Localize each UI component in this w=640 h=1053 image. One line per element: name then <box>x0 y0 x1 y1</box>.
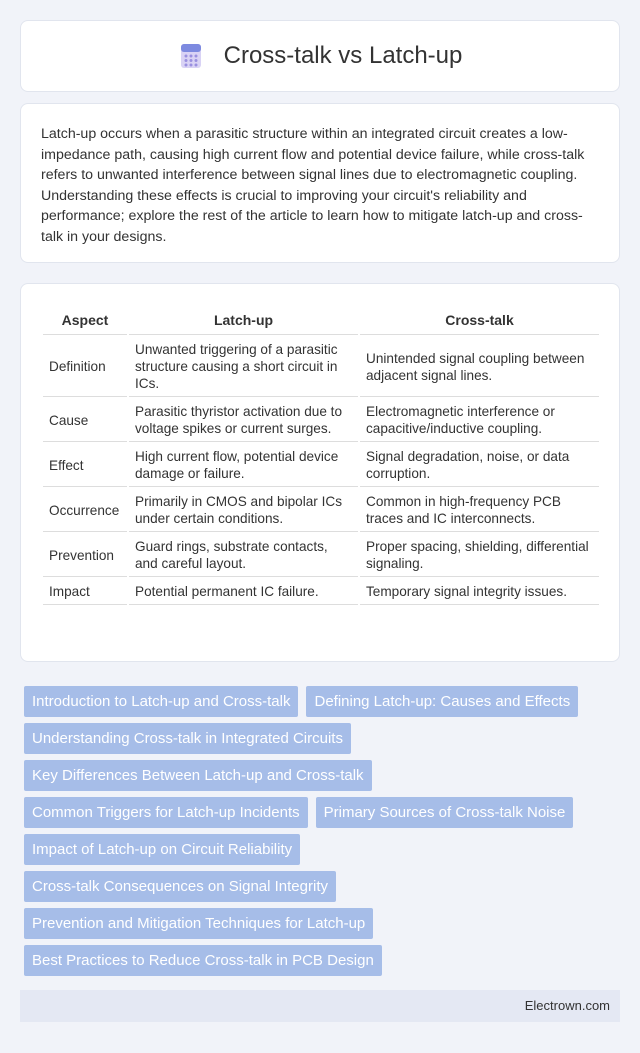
footer <box>20 990 620 1022</box>
comparison-table <box>41 304 601 607</box>
tag-link[interactable]: Impact of Latch-up on Circuit Reliability <box>24 834 300 865</box>
table-cell: Guard rings, substrate contacts, and careful layout. <box>129 534 358 577</box>
table-cell: Electromagnetic interference or capacitive/inductive coupling. <box>360 399 599 442</box>
column-header-cross-talk: Cross-talk <box>360 306 599 335</box>
table-cell: Impact <box>43 579 127 605</box>
table-row <box>43 579 599 605</box>
table-cell: Definition <box>43 337 127 397</box>
intro-text: Latch-up occurs when a parasitic structure within an integrated circuit creates a low-impedance path, causing high current flow and potential device failure, while cross-talk refers to unwanted interference between signal lines due to electromagnetic coupling. Understanding these effects is crucial to improving your circuit's reliability and performance; explore the rest of the article to learn how to mitigate latch-up and cross-talk in your designs. <box>41 126 585 245</box>
table-cell: High current flow, potential device damage or failure. <box>129 444 358 487</box>
tag-link[interactable]: Understanding Cross-talk in Integrated Circuits <box>24 723 351 754</box>
table-cell: Signal degradation, noise, or data corruption. <box>360 444 599 487</box>
table-cell: Common in high-frequency PCB traces and IC interconnects. <box>360 489 599 532</box>
table-row <box>43 489 599 532</box>
tag-link[interactable]: Defining Latch-up: Causes and Effects <box>306 686 578 717</box>
table-row <box>43 534 599 577</box>
tag-link[interactable]: Cross-talk Consequences on Signal Integrity <box>24 871 336 902</box>
table-cell: Effect <box>43 444 127 487</box>
tag-link[interactable]: Introduction to Latch-up and Cross-talk <box>24 686 298 717</box>
table-cell: Potential permanent IC failure. <box>129 579 358 605</box>
table-cell: Primarily in CMOS and bipolar ICs under certain conditions. <box>129 489 358 532</box>
tag-link[interactable]: Common Triggers for Latch-up Incidents <box>24 797 308 828</box>
table-row <box>43 444 599 487</box>
tag-link[interactable]: Key Differences Between Latch-up and Cross-talk <box>24 760 372 791</box>
column-header-latch-up: Latch-up <box>129 306 358 335</box>
table-row <box>43 337 599 397</box>
calculator-icon <box>178 43 204 69</box>
topic-tags <box>20 683 620 979</box>
title-card <box>20 20 620 92</box>
table-row <box>43 399 599 442</box>
table-cell: Proper spacing, shielding, differential signaling. <box>360 534 599 577</box>
footer-site-link[interactable]: Electrown.com <box>524 998 610 1013</box>
tag-link[interactable]: Best Practices to Reduce Cross-talk in PCB Design <box>24 945 382 976</box>
column-header-aspect: Aspect <box>43 306 127 335</box>
intro-card <box>20 103 620 263</box>
table-header-row <box>43 306 599 335</box>
tag-link[interactable]: Primary Sources of Cross-talk Noise <box>316 797 574 828</box>
page-title: Cross-talk vs Latch-up <box>223 42 463 69</box>
table-cell: Unintended signal coupling between adjacent signal lines. <box>360 337 599 397</box>
table-cell: Prevention <box>43 534 127 577</box>
table-cell: Temporary signal integrity issues. <box>360 579 599 605</box>
comparison-table-card <box>20 283 620 662</box>
table-cell: Occurrence <box>43 489 127 532</box>
table-cell: Cause <box>43 399 127 442</box>
table-cell: Parasitic thyristor activation due to voltage spikes or current surges. <box>129 399 358 442</box>
table-cell: Unwanted triggering of a parasitic structure causing a short circuit in ICs. <box>129 337 358 397</box>
tag-link[interactable]: Prevention and Mitigation Techniques for Latch-up <box>24 908 373 939</box>
